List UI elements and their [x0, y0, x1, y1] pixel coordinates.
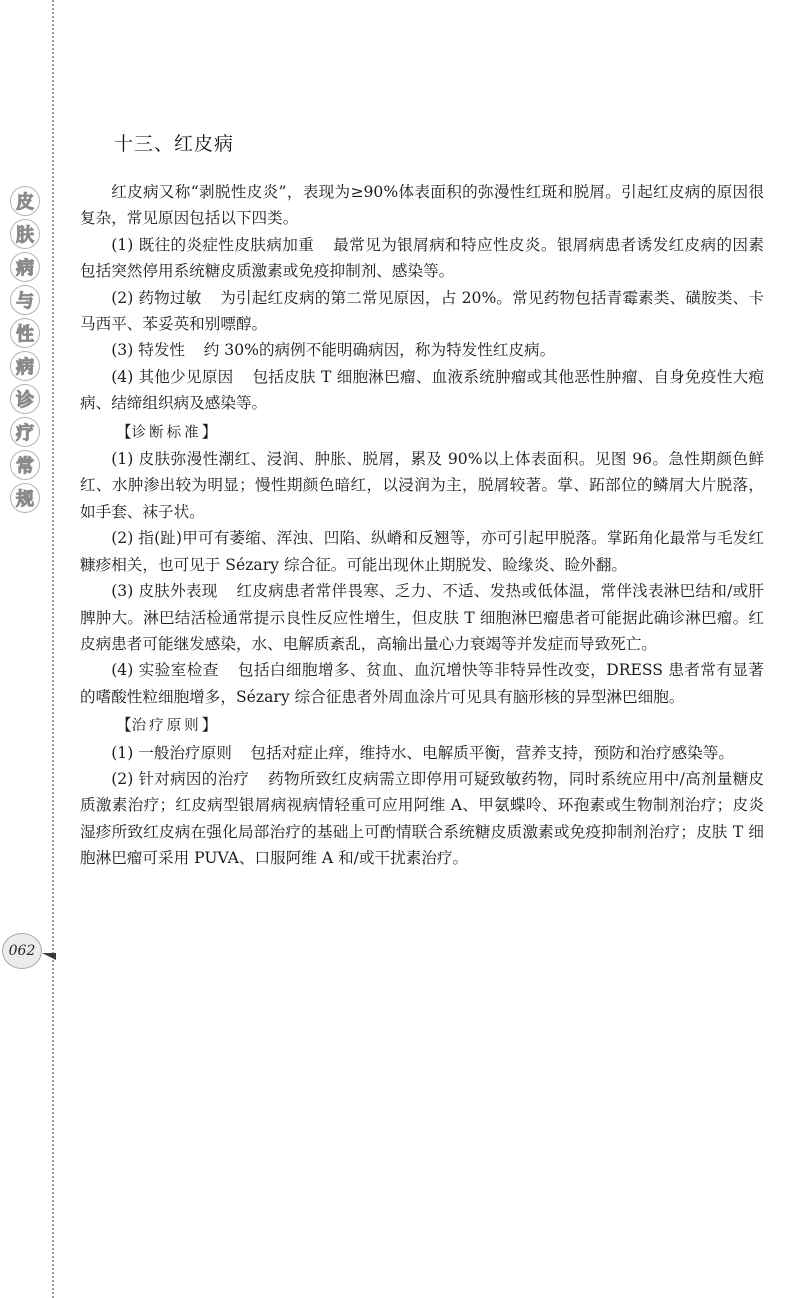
cause-label: (4) 其他少见原因: [111, 367, 234, 386]
book-title-char: 常: [10, 450, 40, 480]
book-title-char: 诊: [10, 384, 40, 414]
treatment-item-text: 药物所致红皮病需立即停用可疑致敏药物，同时系统应用中/高剂量糖皮质激素治疗；红皮病型银屑病视病情轻重可应用阿维 A、甲氨蝶呤、环孢素或生物制剂治疗；皮炎湿疹所致红皮病在强化局部治疗的基础上可酌情联合系统糖皮质激素或免疫抑制剂治疗；皮肤 T 细胞淋巴瘤可采用 PUVA、口服阿维 A 和/或干扰素治疗。: [80, 769, 764, 868]
cause-text: 最常见为银屑病和特应性皮炎。银屑病患者诱发红皮病的因素包括突然停用系统糖皮质激素或免疫抑制剂、感染等。: [80, 235, 764, 281]
treatment-heading-text: 治疗原则: [131, 718, 202, 735]
cause-text: 为引起红皮病的第二常见原因，占 20%。常见药物包括青霉素类、磺胺类、卡马西平、苯妥英和别嘌醇。: [80, 288, 764, 334]
intro-paragraph: 红皮病又称“剥脱性皮炎”，表现为≥90%体表面积的弥漫性红斑和脱屑。引起红皮病的原因很复杂，常见原因包括以下四类。: [80, 183, 764, 228]
treatment-item: [80, 766, 764, 872]
heading-bracket-open: 【: [116, 716, 132, 735]
book-title-vertical: [8, 186, 42, 516]
cause-paragraph: [80, 232, 764, 285]
section-title: 十三、红皮病: [114, 133, 235, 155]
heading-bracket-open: 【: [116, 422, 132, 441]
diagnosis-item: [80, 657, 764, 710]
cause-paragraph: [80, 285, 764, 338]
treatment-item: [80, 740, 764, 766]
book-title-char: 与: [10, 285, 40, 315]
treatment-item-text: 包括对症止痒，维持水、电解质平衡，营养支持，预防和治疗感染等。: [250, 743, 734, 762]
diagnosis-item-label: (4) 实验室检查: [111, 661, 219, 680]
diagnosis-item: (1) 皮肤弥漫性潮红、浸润、肿胀、脱屑，累及 90%以上体表面积。见图 96。急性期颜色鲜红、水肿渗出较为明显；慢性期颜色暗红，以浸润为主，脱屑较著。掌、跖部位的鳞屑大片脱落，如手套、袜子状。: [80, 450, 764, 521]
cause-text: 约 30%的病例不能明确病因，称为特发性红皮病。: [203, 341, 556, 360]
cause-label: (1) 既往的炎症性皮肤病加重: [111, 235, 315, 254]
cause-label: (2) 药物过敏: [111, 288, 202, 307]
diagnosis-item-text: 包括白细胞增多、贫血、血沉增快等非特异性改变，DRESS 患者常有显著的嗜酸性粒细胞增多，Sézary 综合征患者外周血涂片可见具有脑形核的异型淋巴细胞。: [80, 661, 764, 706]
book-title-char: 病: [10, 252, 40, 282]
margin-dotted-rule: [52, 0, 54, 1298]
book-title-char: 病: [10, 351, 40, 381]
page-marker-triangle-icon: [42, 953, 56, 960]
diagnosis-item-text: 红皮病患者常伴畏寒、乏力、不适、发热或低体温，常伴浅表淋巴结和/或肝脾肿大。淋巴结活检通常提示良性反应性增生，但皮肤 T 细胞淋巴瘤患者可能据此确诊淋巴瘤。红皮病患者可能继发感染，水、电解质紊乱，高输出量心力衰竭等并发症而导致死亡。: [80, 582, 764, 653]
book-title-char: 疗: [10, 417, 40, 447]
diagnosis-item-label: (3) 皮肤外表现: [111, 582, 218, 601]
cause-paragraph: [80, 364, 764, 417]
diagnosis-heading: [80, 419, 764, 446]
treatment-heading: [80, 712, 764, 739]
diagnosis-item: [80, 578, 764, 657]
page-content: [80, 126, 764, 872]
book-title-char: 皮: [10, 186, 40, 216]
book-title-char: 规: [10, 483, 40, 513]
treatment-item-label: (1) 一般治疗原则: [111, 743, 232, 762]
book-title-char: 性: [10, 318, 40, 348]
cause-label: (3) 特发性: [111, 341, 186, 360]
diagnosis-heading-text: 诊断标准: [131, 424, 202, 441]
cause-paragraph: [80, 337, 764, 363]
book-title-char: 肤: [10, 219, 40, 249]
heading-bracket-close: 】: [201, 716, 218, 735]
cause-text: 包括皮肤 T 细胞淋巴瘤、血液系统肿瘤或其他恶性肿瘤、自身免疫性大疱病、结缔组织病及感染等。: [80, 367, 764, 413]
heading-bracket-close: 】: [201, 422, 218, 441]
page-number: 062: [2, 933, 42, 969]
treatment-item-label: (2) 针对病因的治疗: [111, 769, 250, 788]
diagnosis-item: (2) 指(趾)甲可有萎缩、浑浊、凹陷、纵嵴和反翘等，亦可引起甲脱落。掌跖角化最常与毛发红糠疹相关，也可见于 Sézary 综合征。可能出现休止期脱发、睑缘炎、睑外翻。: [80, 529, 764, 574]
page-number-badge: [2, 933, 60, 967]
